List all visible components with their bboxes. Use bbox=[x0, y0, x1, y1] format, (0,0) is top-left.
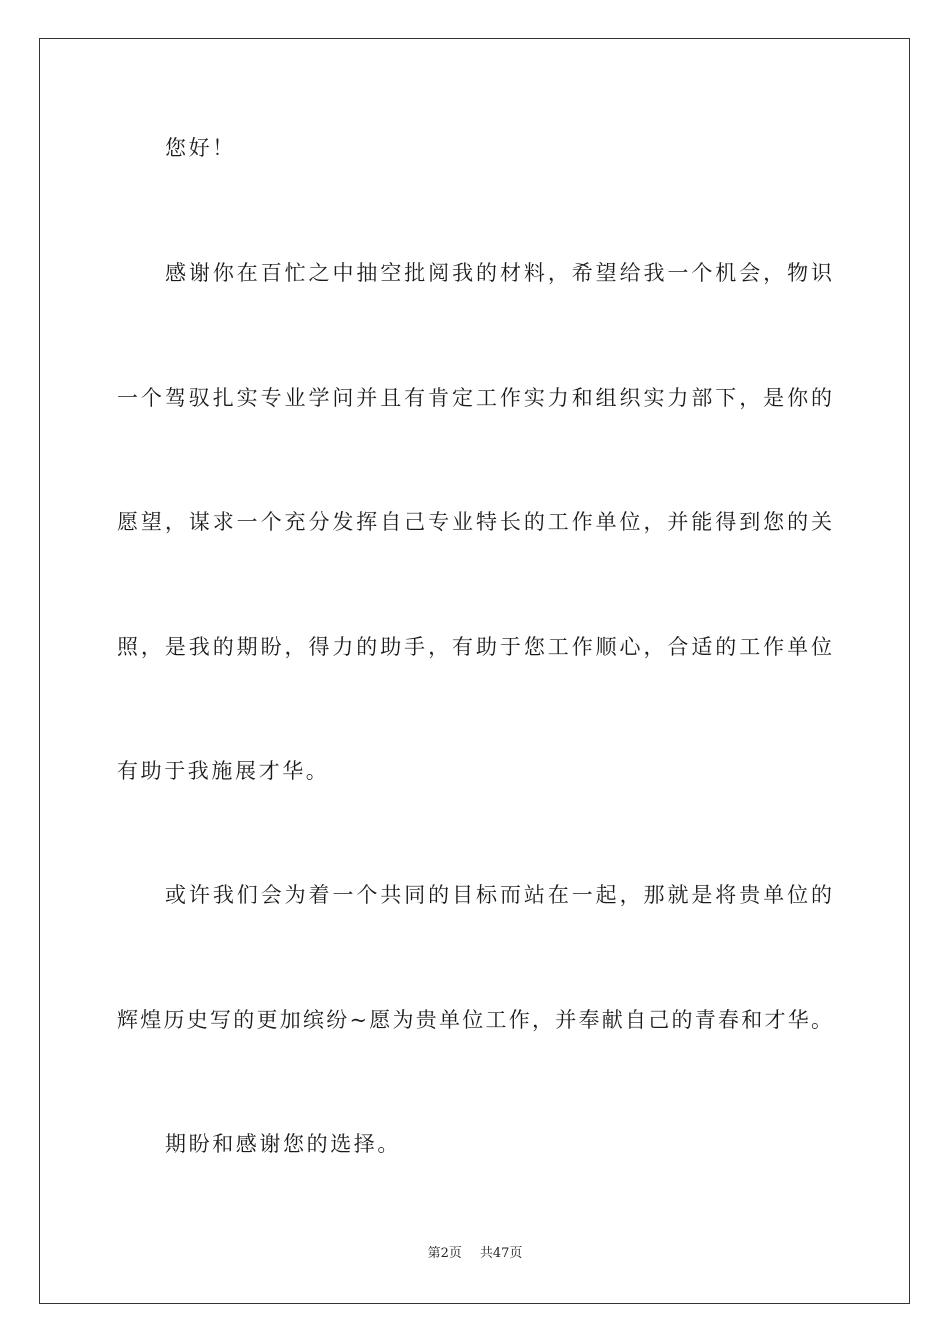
page-frame bbox=[39, 38, 910, 1304]
paragraph-2-line-2: 辉煌历史写的更加缤纷~愿为贵单位工作，并奉献自己的青春和才华。 bbox=[117, 1008, 832, 1032]
paragraph-1-line-4: 照，是我的期盼，得力的助手，有助于您工作顺心，合适的工作单位 bbox=[117, 635, 832, 659]
page-footer bbox=[0, 1242, 950, 1261]
paragraph-1-line-5: 有助于我施展才华。 bbox=[117, 759, 330, 783]
paragraph-1-line-2: 一个驾驭扎实专业学问并且有肯定工作实力和组织实力部下，是你的 bbox=[117, 386, 832, 410]
closing-line: 期盼和感谢您的选择。 bbox=[165, 1132, 401, 1156]
paragraph-1-line-3: 愿望，谋求一个充分发挥自己专业特长的工作单位，并能得到您的关 bbox=[117, 510, 832, 534]
page-total: 共47页 bbox=[479, 1246, 523, 1261]
greeting: 您好！ bbox=[165, 136, 236, 160]
page-number: 第2页 bbox=[427, 1246, 462, 1261]
paragraph-2-line-1: 或许我们会为着一个共同的目标而站在一起，那就是将贵单位的 bbox=[165, 883, 832, 907]
paragraph-1-line-1: 感谢你在百忙之中抽空批阅我的材料，希望给我一个机会，物识 bbox=[165, 261, 832, 285]
